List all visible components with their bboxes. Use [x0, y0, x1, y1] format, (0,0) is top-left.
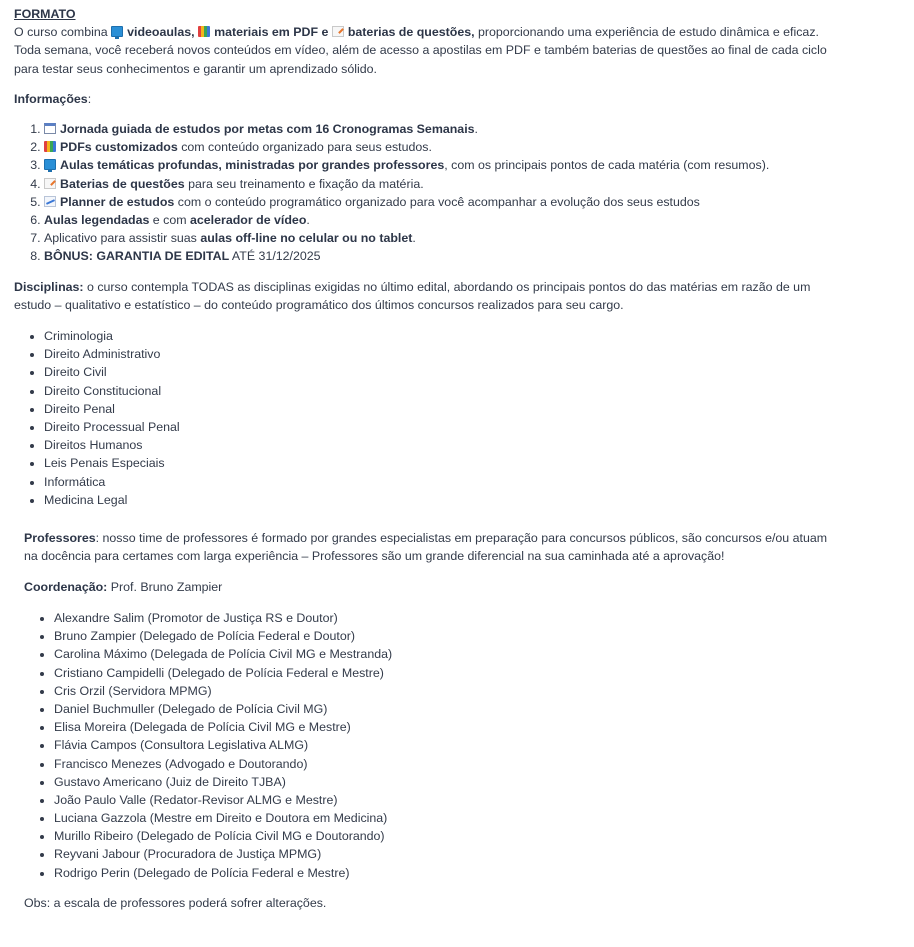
informacoes-list [44, 120, 894, 266]
list-item: • Bruno Zampier (Delegado de Polícia Federal e Doutor) [54, 627, 894, 645]
list-item: • Cristiano Campidelli (Delegado de Polícia Federal e Mestre) [54, 664, 894, 682]
informacoes-heading: Informações [14, 92, 88, 106]
list-item: • Informática [44, 473, 894, 491]
list-item: 1. Jornada guiada de estudos por metas com 16 Cronogramas Semanais. [44, 120, 894, 138]
monitor-icon [111, 26, 123, 37]
list-item: • Elisa Moreira (Delegada de Polícia Civil MG e Mestre) [54, 718, 894, 736]
obs-note: Obs: a escala de professores poderá sofrer alterações. [24, 896, 327, 910]
memo-icon [44, 178, 56, 189]
list-item: 3. Aulas temáticas profundas, ministradas por grandes professores, com os principais pontos de cada matéria (com resumos). [44, 156, 894, 174]
list-item: • Daniel Buchmuller (Delegado de Polícia Civil MG) [54, 700, 894, 718]
disciplinas-heading: Disciplinas: [14, 280, 84, 294]
list-item: 5. Planner de estudos com o conteúdo programático organizado para você acompanhar a evolução dos seus estudos [44, 193, 894, 211]
list-item: 7. Aplicativo para assistir suas aulas off-line no celular ou no tablet. [44, 229, 894, 247]
list-item: • Direito Administrativo [44, 345, 894, 363]
formato-line-1: O curso combina videoaulas, materiais em PDF e baterias de questões, proporcionando uma experiência de estudo dinâmica e eficaz. [14, 25, 819, 40]
list-item: • Luciana Gazzola (Mestre em Direito e Doutora em Medicina) [54, 809, 894, 827]
list-item: 6. Aulas legendadas e com acelerador de vídeo. [44, 211, 894, 229]
list-item: • Direitos Humanos [44, 436, 894, 454]
list-item: • Direito Constitucional [44, 382, 894, 400]
disciplinas-list [44, 327, 894, 509]
professores-list [54, 609, 894, 882]
list-item: • Murillo Ribeiro (Delegado de Polícia Civil MG e Doutorando) [54, 827, 894, 845]
list-item: • Carolina Máximo (Delegada de Polícia Civil MG e Mestranda) [54, 645, 894, 663]
books-icon [44, 141, 56, 152]
coordenacao-section: Coordenação: Prof. Bruno Zampier [24, 580, 223, 594]
list-item: • Flávia Campos (Consultora Legislativa ALMG) [54, 736, 894, 754]
list-item: • Cris Orzil (Servidora MPMG) [54, 682, 894, 700]
memo-icon [332, 26, 344, 37]
list-item: • Alexandre Salim (Promotor de Justiça RS e Doutor) [54, 609, 894, 627]
professores-section: Professores: nosso time de professores é formado por grandes especialistas em preparação para concursos públicos, são concursos e/ou atuam na docência para certames com larga experiência – Professores são um grande diferencial na sua caminhada até a aprovação! [24, 531, 828, 564]
list-item: • Rodrigo Perin (Delegado de Polícia Federal e Mestre) [54, 864, 894, 882]
list-item: • Gustavo Americano (Juiz de Direito TJBA) [54, 773, 894, 791]
list-item: 4. Baterias de questões para seu treinamento e fixação da matéria. [44, 175, 894, 193]
list-item: • Leis Penais Especiais [44, 454, 894, 472]
list-item: • Medicina Legal [44, 491, 894, 509]
list-item: 2. PDFs customizados com conteúdo organizado para seus estudos. [44, 138, 894, 156]
calendar-icon [44, 123, 56, 134]
obs-section [24, 894, 894, 912]
list-item: • Reyvani Jabour (Procuradora de Justiça MPMG) [54, 845, 894, 863]
list-item: 8. BÔNUS: GARANTIA DE EDITAL ATÉ 31/12/2025 [44, 247, 894, 265]
list-item: • Francisco Menezes (Advogado e Doutorando) [54, 755, 894, 773]
list-item: • Direito Processual Penal [44, 418, 894, 436]
formato-line-3: para testar seus conhecimentos e garantir um aprendizado sólido. [14, 61, 377, 76]
professores-heading: Professores [24, 531, 96, 545]
formato-title: FORMATO [14, 7, 76, 21]
monitor-icon [44, 159, 56, 170]
list-item: • João Paulo Valle (Redator-Revisor ALMG e Mestre) [54, 791, 894, 809]
chart-icon [44, 196, 56, 207]
coordenacao-heading: Coordenação: [24, 580, 108, 594]
disciplinas-section: Disciplinas: o curso contempla TODAS as disciplinas exigidas no último edital, abordando os principais pontos do das matérias em razão de um estudo – qualitativo e estatístico – do conteúdo programático dos últimos concursos realizados para seu cargo. [14, 280, 811, 313]
formato-line-2: Toda semana, você receberá novos conteúdos em vídeo, além de acesso a apostilas em PDF e também baterias de questões ao final de cada ciclo [14, 43, 827, 58]
informacoes-heading-row: Informações: [14, 92, 92, 106]
books-icon [198, 26, 210, 37]
formato-section [14, 5, 894, 78]
list-item: • Direito Civil [44, 363, 894, 381]
list-item: • Direito Penal [44, 400, 894, 418]
list-item: • Criminologia [44, 327, 894, 345]
